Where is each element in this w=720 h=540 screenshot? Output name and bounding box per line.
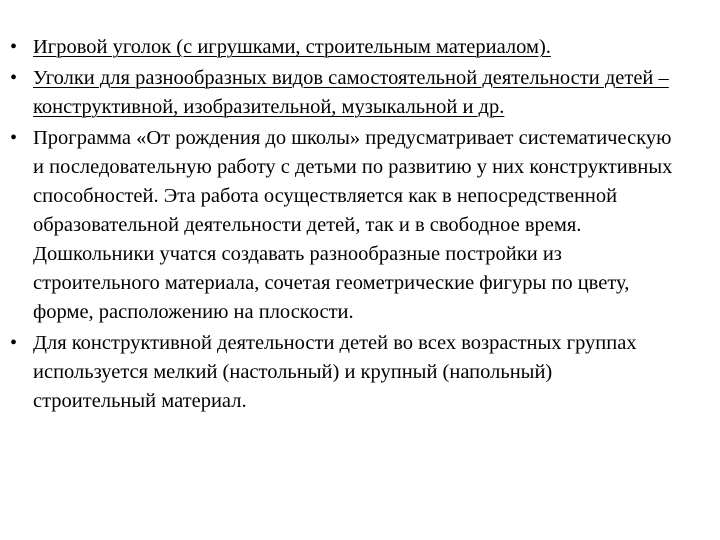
bullet-icon: • <box>10 36 18 58</box>
bullet-text: Для конструктивной деятельности детей во всех возрастных группах используется мелкий (настольный) и крупный (напольный) строительный материал. <box>33 332 637 412</box>
bullet-icon: • <box>10 67 18 89</box>
bullet-text: Игровой уголок (с игрушками, строительным материалом). <box>33 36 551 58</box>
bullet-icon: • <box>10 332 18 354</box>
bullet-list <box>10 33 680 416</box>
bullet-item-building-material <box>10 329 680 416</box>
bullet-item-program <box>10 124 680 327</box>
bullet-text: Программа «От рождения до школы» предусматривает систематическую и последовательную работу с детьми по развитию у них конструктивных способностей. Эта работа осуществляется как в непосредственной образовательной деятельности детей, так и в свободное время. Дошкольники учатся создавать разнообразные постройки из строительного материала, сочетая геометрические фигуры по цвету, форме, расположению на плоскости. <box>33 127 673 323</box>
bullet-item-play-corner <box>10 33 680 62</box>
bullet-icon: • <box>10 127 18 149</box>
bullet-text: Уголки для разнообразных видов самостоятельной деятельности детей – конструктивной, изобразительной, музыкальной и др. <box>33 67 669 118</box>
bullet-item-activity-corners <box>10 64 680 122</box>
